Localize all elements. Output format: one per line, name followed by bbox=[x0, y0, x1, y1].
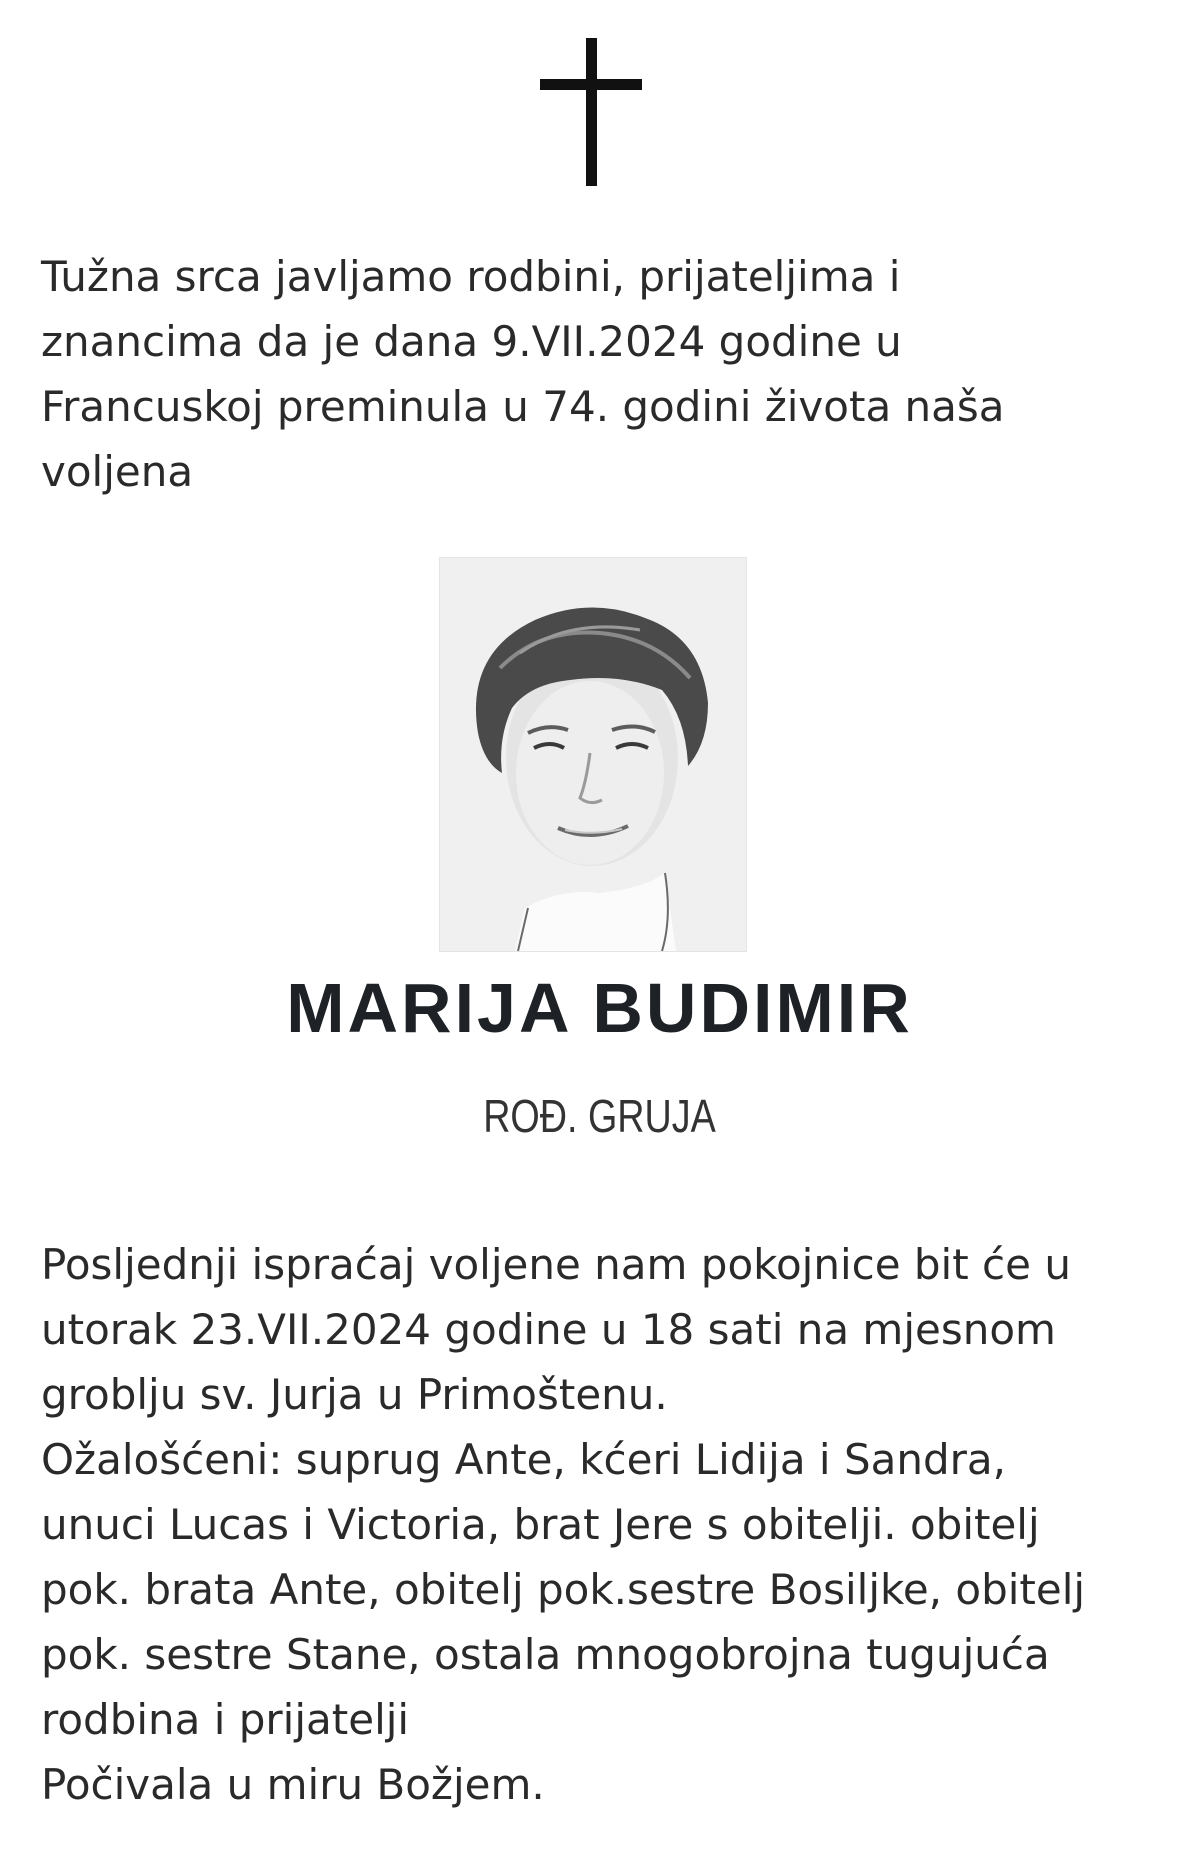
announcement-line: znancima da je dana 9.VII.2024 godine u bbox=[41, 317, 902, 366]
funeral-line: Počivala u miru Božjem. bbox=[41, 1760, 545, 1809]
announcement-line: voljena bbox=[41, 447, 194, 496]
cross-icon bbox=[540, 38, 642, 186]
funeral-line: groblju sv. Jurja u Primoštenu. bbox=[41, 1370, 668, 1419]
funeral-line: Posljednji ispraćaj voljene nam pokojnice bit će u bbox=[41, 1240, 1071, 1289]
funeral-line: rodbina i prijatelji bbox=[41, 1695, 410, 1744]
funeral-text bbox=[41, 1232, 1161, 1817]
announcement-line: Francuskoj preminula u 74. godini života naša bbox=[41, 382, 1005, 431]
maiden-name: ROĐ. GRUJA bbox=[483, 1090, 716, 1142]
funeral-line: Ožalošćeni: suprug Ante, kćeri Lidija i Sandra, bbox=[41, 1435, 1006, 1484]
deceased-name: MARIJA BUDIMIR bbox=[286, 969, 913, 1047]
announcement-text bbox=[41, 244, 1161, 504]
funeral-line: pok. sestre Stane, ostala mnogobrojna tugujuća bbox=[41, 1630, 1050, 1679]
portrait-illustration bbox=[440, 558, 746, 951]
portrait-photo bbox=[439, 557, 747, 952]
funeral-line: utorak 23.VII.2024 godine u 18 sati na mjesnom bbox=[41, 1305, 1056, 1354]
announcement-line: Tužna srca javljamo rodbini, prijateljima i bbox=[41, 252, 901, 301]
funeral-line: unuci Lucas i Victoria, brat Jere s obitelji. obitelj bbox=[41, 1500, 1040, 1549]
funeral-line: pok. brata Ante, obitelj pok.sestre Bosiljke, obitelj bbox=[41, 1565, 1086, 1614]
